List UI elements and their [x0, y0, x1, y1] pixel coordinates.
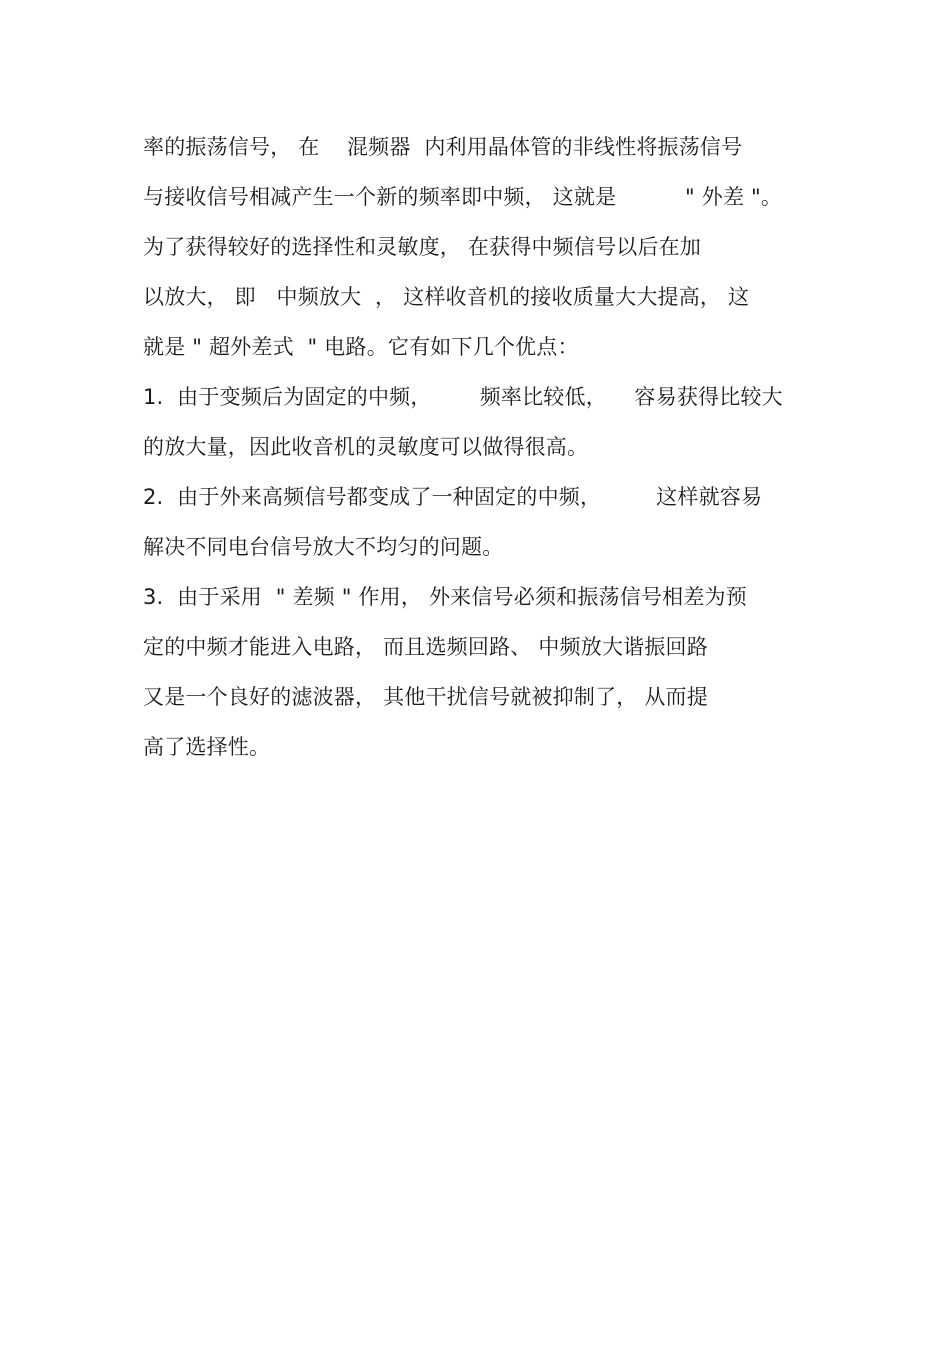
text-line: 就是 " 超外差式 " 电路。它有如下几个优点：	[143, 335, 579, 359]
list-item-2-line: 解决不同电台信号放大不均匀的问题。	[143, 535, 504, 559]
list-item-1-line: 的放大量，因此收音机的灵敏度可以做得很高。	[143, 435, 589, 459]
text-line: 为了获得较好的选择性和灵敏度， 在获得中频信号以后在加	[143, 235, 702, 259]
text-line: 与接收信号相减产生一个新的频率即中频， 这就是 " 外差 "。	[143, 185, 783, 209]
list-item-2-line: 2. 由于外来高频信号都变成了一种固定的中频， 这样就容易	[143, 485, 763, 509]
list-item-3-line: 高了选择性。	[143, 735, 271, 759]
text-line: 以放大， 即 中频放大 ， 这样收音机的接收质量大大提高， 这	[143, 285, 750, 309]
list-item-1-line: 1. 由于变频后为固定的中频， 频率比较低， 容易获得比较大	[143, 385, 783, 409]
list-item-3-line: 定的中频才能进入电路， 而且选频回路、 中频放大谐振回路	[143, 635, 708, 659]
body-text	[143, 127, 843, 777]
list-item-3-line: 3. 由于采用 " 差频 " 作用， 外来信号必须和振荡信号相差为预	[143, 585, 747, 609]
text-line: 率的振荡信号， 在 混频器 内利用晶体管的非线性将振荡信号	[143, 135, 743, 159]
list-item-3-line: 又是一个良好的滤波器， 其他干扰信号就被抑制了， 从而提	[143, 685, 708, 709]
